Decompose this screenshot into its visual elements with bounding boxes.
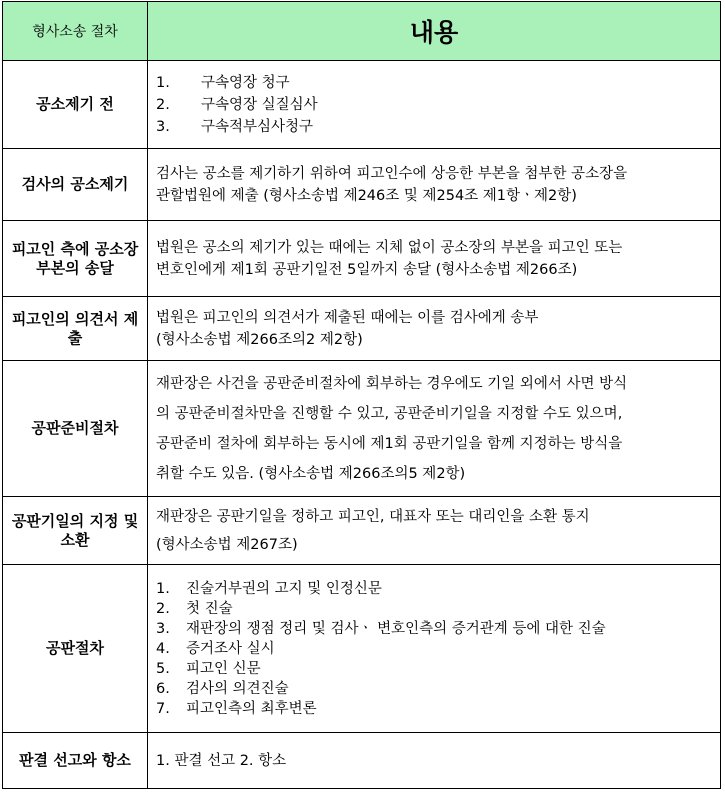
procedure-table bbox=[2, 1, 721, 789]
row-label: 판결 선고와 항소 bbox=[3, 733, 148, 789]
list-item: 2. 구속영장 실질심사 bbox=[156, 96, 318, 113]
list-item: 3. 재판장의 쟁점 정리 및 검사ㆍ 변호인측의 증거관계 등에 대한 진술 bbox=[156, 620, 606, 637]
table-row bbox=[3, 497, 721, 565]
table-row bbox=[3, 221, 721, 297]
table-row bbox=[3, 61, 721, 149]
content-line: 변호인에게 제1회 공판기일전 5일까지 송달 (형사소송법 제266조) bbox=[156, 261, 578, 278]
content-line: 공판준비 절차에 회부하는 동시에 제1회 공판기일을 함께 지정하는 방식을 bbox=[156, 435, 623, 452]
row-label: 피고인의 의견서 제출 bbox=[3, 297, 148, 361]
numbered-list bbox=[156, 72, 714, 138]
row-content bbox=[148, 61, 721, 149]
row-content bbox=[148, 497, 721, 565]
row-label: 공판기일의 지정 및 소환 bbox=[3, 497, 148, 565]
row-content bbox=[148, 297, 721, 361]
content-line: 관할법원에 제출 (형사소송법 제246조 및 제254조 제1항ㆍ제2항) bbox=[156, 187, 577, 204]
content-line: 재판장은 공판기일을 정하고 피고인, 대표자 또는 대리인을 소환 통지 bbox=[156, 508, 590, 525]
row-label: 공판준비절차 bbox=[3, 361, 148, 497]
table-row bbox=[3, 733, 721, 789]
content-line: 취할 수도 있음. (형사소송법 제266조의5 제2항) bbox=[156, 465, 466, 482]
list-item: 1. 진술거부권의 고지 및 인정신문 bbox=[156, 580, 382, 597]
list-item: 6. 검사의 의견진술 bbox=[156, 680, 289, 697]
content-line: 의 공판준비절차만을 진행할 수 있고, 공판준비기일을 지정할 수도 있으며, bbox=[156, 405, 623, 422]
row-label: 피고인 측에 공소장부본의 송달 bbox=[3, 221, 148, 297]
row-content bbox=[148, 565, 721, 733]
list-item: 4. 증거조사 실시 bbox=[156, 640, 275, 657]
header-content: 내용 bbox=[148, 2, 721, 61]
row-content bbox=[148, 733, 721, 789]
row-label: 공판절차 bbox=[3, 565, 148, 733]
list-item: 3. 구속적부심사청구 bbox=[156, 118, 314, 135]
row-label: 검사의 공소제기 bbox=[3, 149, 148, 221]
content-line: 검사는 공소를 제기하기 위하여 피고인수에 상응한 부본을 첨부한 공소장을 bbox=[156, 165, 628, 182]
header-row bbox=[3, 2, 721, 61]
list-item: 2. 첫 진술 bbox=[156, 600, 233, 617]
list-item: 1. 구속영장 청구 bbox=[156, 74, 290, 91]
content-line: 법원은 피고인의 의견서가 제출된 때에는 이를 검사에게 송부 bbox=[156, 309, 539, 326]
content-line: 재판장은 사건을 공판준비절차에 회부하는 경우에도 기일 외에서 사면 방식 bbox=[156, 375, 628, 392]
table-row bbox=[3, 149, 721, 221]
content-line: (형사소송법 제267조) bbox=[156, 536, 298, 553]
table-row bbox=[3, 297, 721, 361]
list-item: 5. 피고인 신문 bbox=[156, 660, 261, 677]
row-label: 공소제기 전 bbox=[3, 61, 148, 149]
numbered-list bbox=[156, 579, 714, 719]
row-content bbox=[148, 149, 721, 221]
list-item: 7. 피고인측의 최후변론 bbox=[156, 700, 317, 717]
content-line: (형사소송법 제266조의2 제2항) bbox=[156, 331, 363, 348]
content-line: 법원은 공소의 제기가 있는 때에는 지체 없이 공소장의 부본을 피고인 또는 bbox=[156, 239, 623, 256]
table-row bbox=[3, 361, 721, 497]
row-content bbox=[148, 361, 721, 497]
header-procedure: 형사소송 절차 bbox=[3, 2, 148, 61]
content-line: 1. 판결 선고 2. 항소 bbox=[156, 752, 287, 769]
row-content bbox=[148, 221, 721, 297]
table-row bbox=[3, 565, 721, 733]
